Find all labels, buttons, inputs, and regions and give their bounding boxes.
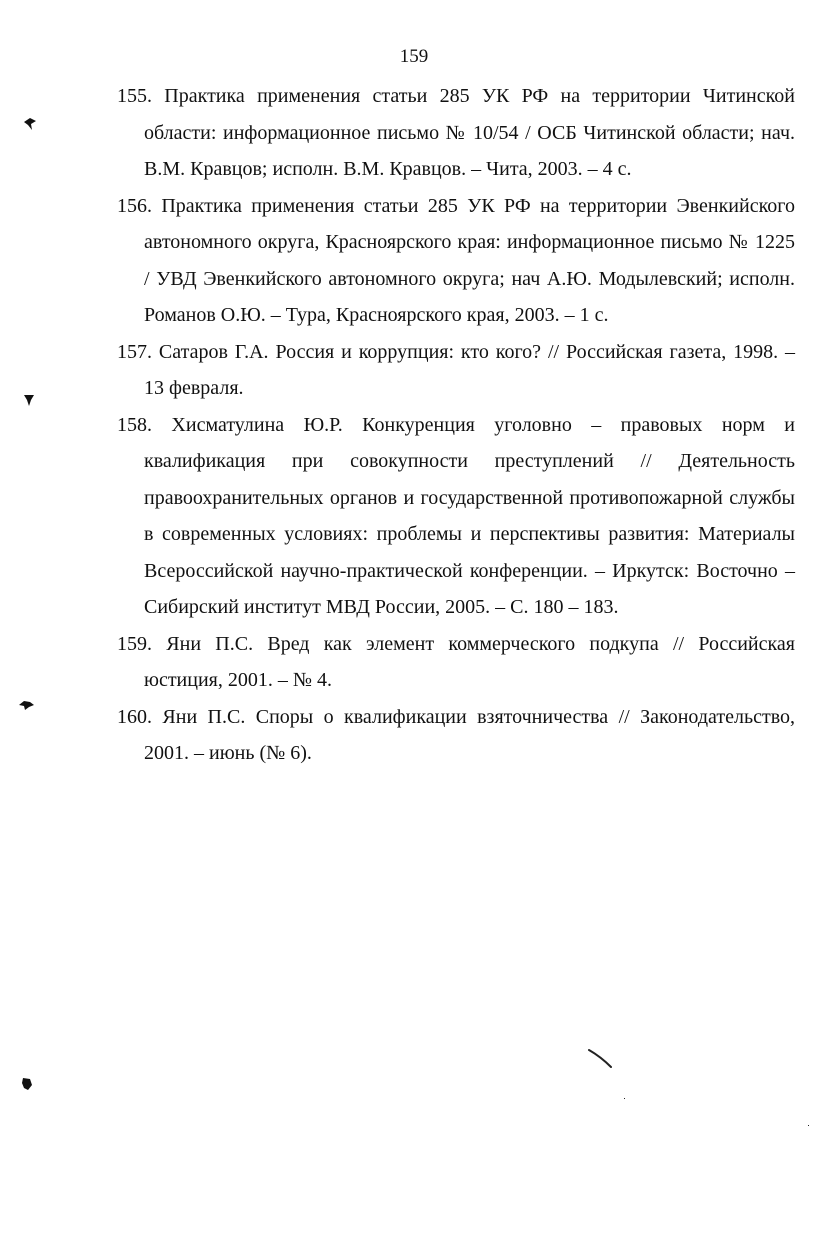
binding-mark-2 <box>22 392 36 408</box>
reference-number: 160. <box>117 705 152 728</box>
reference-text: Хисматулина Ю.Р. Конкуренция уголовно – правовых норм и квалификация при совокупности преступлений // Деятельность правоохранительных органов и государственной противопожарной службы в современных условиях: проблемы и перспективы развития: Материалы Всероссийской научно-практической конференции. – Иркутск: Восточно – Сибирский институт МВД России, 2005. – С. 180 – 183. <box>144 413 795 618</box>
binding-mark-3 <box>18 698 36 712</box>
reference-number: 155. <box>117 85 152 107</box>
reference-text: Яни П.С. Споры о квалификации взяточничества // Законодательство, 2001. – июнь (№ 6). <box>144 705 796 764</box>
reference-item <box>117 407 795 626</box>
reference-text: Сатаров Г.А. Россия и коррупция: кто кого? // Российская газета, 1998. – 13 февраля. <box>144 340 796 399</box>
reference-text: Практика применения статьи 285 УК РФ на территории Читинской области: информационное письмо № 10/54 / ОСБ Читинской области; нач. В.М. Кравцов; исполн. В.М. Кравцов. – Чита, 2003. – 4 с. <box>144 85 796 180</box>
reference-number: 158. <box>117 413 152 436</box>
reference-list <box>117 78 795 772</box>
reference-item <box>117 78 795 188</box>
reference-number: 157. <box>117 340 152 363</box>
binding-mark-1 <box>22 116 38 132</box>
reference-item <box>117 699 795 772</box>
scan-speck <box>808 1125 809 1126</box>
page-number: 159 <box>399 46 429 67</box>
scan-speck <box>624 1098 625 1099</box>
binding-mark-4 <box>20 1076 34 1092</box>
reference-number: 159. <box>117 632 152 655</box>
reference-text: Яни П.С. Вред как элемент коммерческого подкупа // Российская юстиция, 2001. – № 4. <box>144 632 796 691</box>
reference-number: 156. <box>117 194 152 217</box>
reference-item <box>117 188 795 334</box>
reference-text: Практика применения статьи 285 УК РФ на территории Эвенкийского автономного округа, Красноярского края: информационное письмо № 1225 / УВД Эвенкийского автономного округа; нач А.Ю. Модылевский; исполн. Романов О.Ю. – Тура, Красноярского края, 2003. – 1 с. <box>144 194 795 326</box>
reference-item <box>117 334 795 407</box>
reference-item <box>117 626 795 699</box>
stray-stroke <box>588 1048 614 1070</box>
